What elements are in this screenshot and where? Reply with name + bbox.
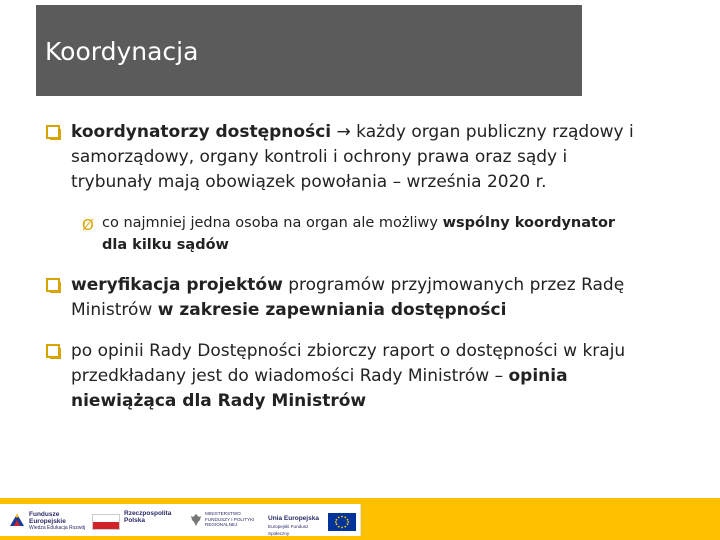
bullet-line: samorządowy, organy kontroli i ochrony prawa oraz sądy i	[71, 147, 568, 167]
bullet-line: każdy organ publiczny rządowy i	[356, 122, 634, 142]
bullet-text	[71, 120, 681, 195]
bullet-bold: weryfikacja projektów	[71, 275, 283, 295]
logo-text: Unia Europejska	[268, 515, 319, 522]
logo-rzeczpospolita: Rzeczpospolita Polska	[124, 510, 172, 524]
logo-fundusze-europejskie	[8, 510, 86, 532]
bullet-text	[71, 273, 681, 323]
sub-bullet-bold: dla kilku sądów	[102, 237, 229, 253]
bullet-line: przedkładany jest do wiadomości Rady Ministrów –	[71, 366, 504, 386]
bullet-line: programów przyjmowanych przez Radę	[288, 275, 625, 295]
sub-bullet-text	[102, 212, 677, 256]
sub-bullet-line: co najmniej jedna osoba na organ ale możliwy	[102, 215, 438, 231]
bullet-line: Ministrów	[71, 300, 153, 320]
logo-text: MINISTERSTWO FUNDUSZY I POLITYKI REGIONALNEJ	[205, 511, 255, 527]
sub-bullet-bold: wspólny koordynator	[442, 215, 616, 231]
arrow-bullet-icon: Ø	[82, 216, 94, 234]
title-bar	[36, 5, 582, 96]
bullet-bold: opinia	[508, 366, 568, 386]
bullet-line: po opinii Rady Dostępności zbiorczy raport o dostępności w kraju	[71, 341, 626, 361]
checkbox-bullet-icon	[46, 344, 61, 359]
logo-text: Fundusze Europejskie	[29, 511, 66, 525]
bullet-text	[71, 339, 681, 414]
eu-flag-icon	[328, 513, 356, 531]
slide-title: Koordynacja	[45, 37, 199, 66]
logo-ministerstwo	[190, 510, 265, 532]
checkbox-bullet-icon	[46, 125, 61, 140]
arrow-icon: →	[336, 122, 351, 142]
eagle-emblem-icon	[190, 513, 202, 527]
bullet-bold: w zakresie zapewniania dostępności	[157, 300, 507, 320]
bullet-bold: koordynatorzy dostępności	[71, 122, 332, 142]
bullet-line: trybunały mają obowiązek powołania – września 2020 r.	[71, 172, 547, 192]
logo-subtext: Europejski Fundusz Społeczny	[268, 524, 309, 536]
polish-flag-icon	[92, 514, 120, 530]
logo-strip	[0, 504, 361, 536]
logo-subtext: Wiedza Edukacja Rozwój	[29, 525, 86, 531]
fe-logo-icon	[8, 512, 26, 528]
logo-unia-europejska	[268, 510, 326, 536]
bullet-bold: niewiążąca dla Rady Ministrów	[71, 391, 367, 411]
checkbox-bullet-icon	[46, 278, 61, 293]
